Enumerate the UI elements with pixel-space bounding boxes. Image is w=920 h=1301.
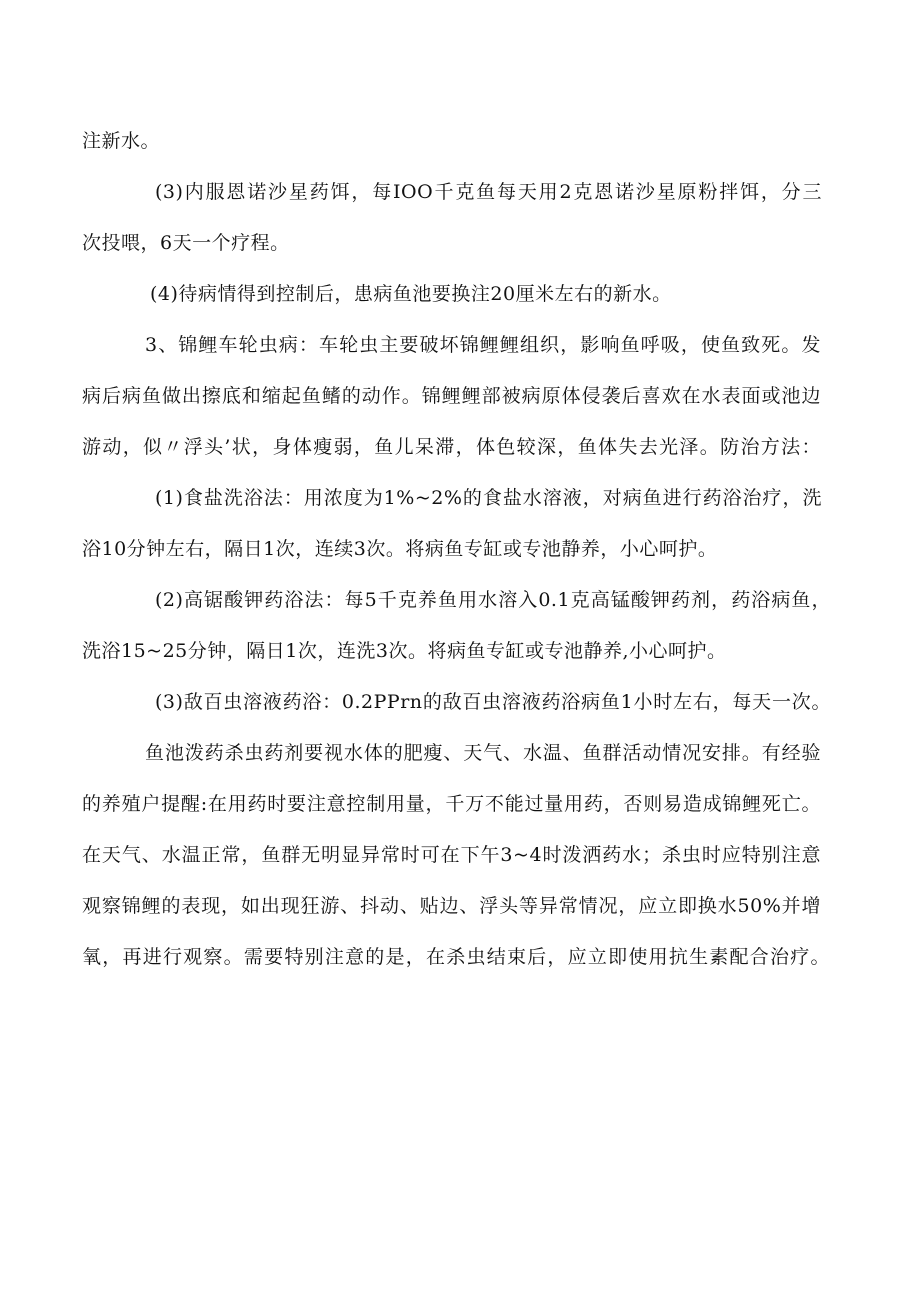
text-line-12: (3)敌百虫溶液药浴：0.2PPrn的敌百虫溶液药浴病鱼1小时左右，每天一次。	[155, 691, 831, 713]
text-line-13: 鱼池泼药杀虫药剂要视水体的肥瘦、天气、水温、鱼群活动情况安排。有经验	[145, 742, 821, 764]
text-line-1: 注新水。	[82, 130, 161, 152]
text-line-3: 次投喂，6天一个疗程。	[82, 232, 290, 254]
text-line-4: (4)待病情得到控制后，患病鱼池要换注20厘米左右的新水。	[150, 283, 672, 305]
text-line-8: (1)食盐洗浴法：用浓度为1%~2%的食盐水溶液，对病鱼进行药浴治疗，洗	[155, 487, 822, 509]
text-line-11: 洗浴15~25分钟，隔日1次，连洗3次。将病鱼专缸或专池静养,小心呵护。	[82, 640, 727, 662]
text-line-16: 观察锦鲤的表现，如出现狂游、抖动、贴边、浮头等异常情况，应立即换水50%并增	[82, 895, 821, 917]
text-line-6: 病后病鱼做出擦底和缩起鱼鳍的动作。锦鲤鲤部被病原体侵袭后喜欢在水表面或池边	[82, 385, 821, 407]
text-line-2: (3)内服恩诺沙星药饵，每IOO千克鱼每天用2克恩诺沙星原粉拌饵，分三	[155, 181, 822, 203]
text-line-15: 在天气、水温正常，鱼群无明显异常时可在下午3~4时泼洒药水；杀虫时应特别注意	[82, 844, 821, 866]
text-line-7: 游动，似〃浮头’状，身体瘦弱，鱼儿呆滞，体色较深，鱼体失去光泽。防治方法：	[82, 436, 821, 458]
text-line-5: 3、锦鲤车轮虫病：车轮虫主要破坏锦鲤鲤组织，影响鱼呼吸，使鱼致死。发	[145, 334, 821, 356]
text-line-10: (2)高锯酸钾药浴法：每5千克养鱼用水溶入0.1克高锰酸钾药剂，药浴病鱼，	[155, 589, 831, 611]
text-line-14: 的养殖户提醒:在用药时要注意控制用量，千万不能过量用药，否则易造成锦鲤死亡。	[82, 793, 821, 815]
text-line-9: 浴10分钟左右，隔日1次，连续3次。将病鱼专缸或专池静养，小心呵护。	[82, 538, 718, 560]
text-line-17: 氧，再进行观察。需要特别注意的是，在杀虫结束后，应立即使用抗生素配合治疗。	[82, 946, 830, 968]
